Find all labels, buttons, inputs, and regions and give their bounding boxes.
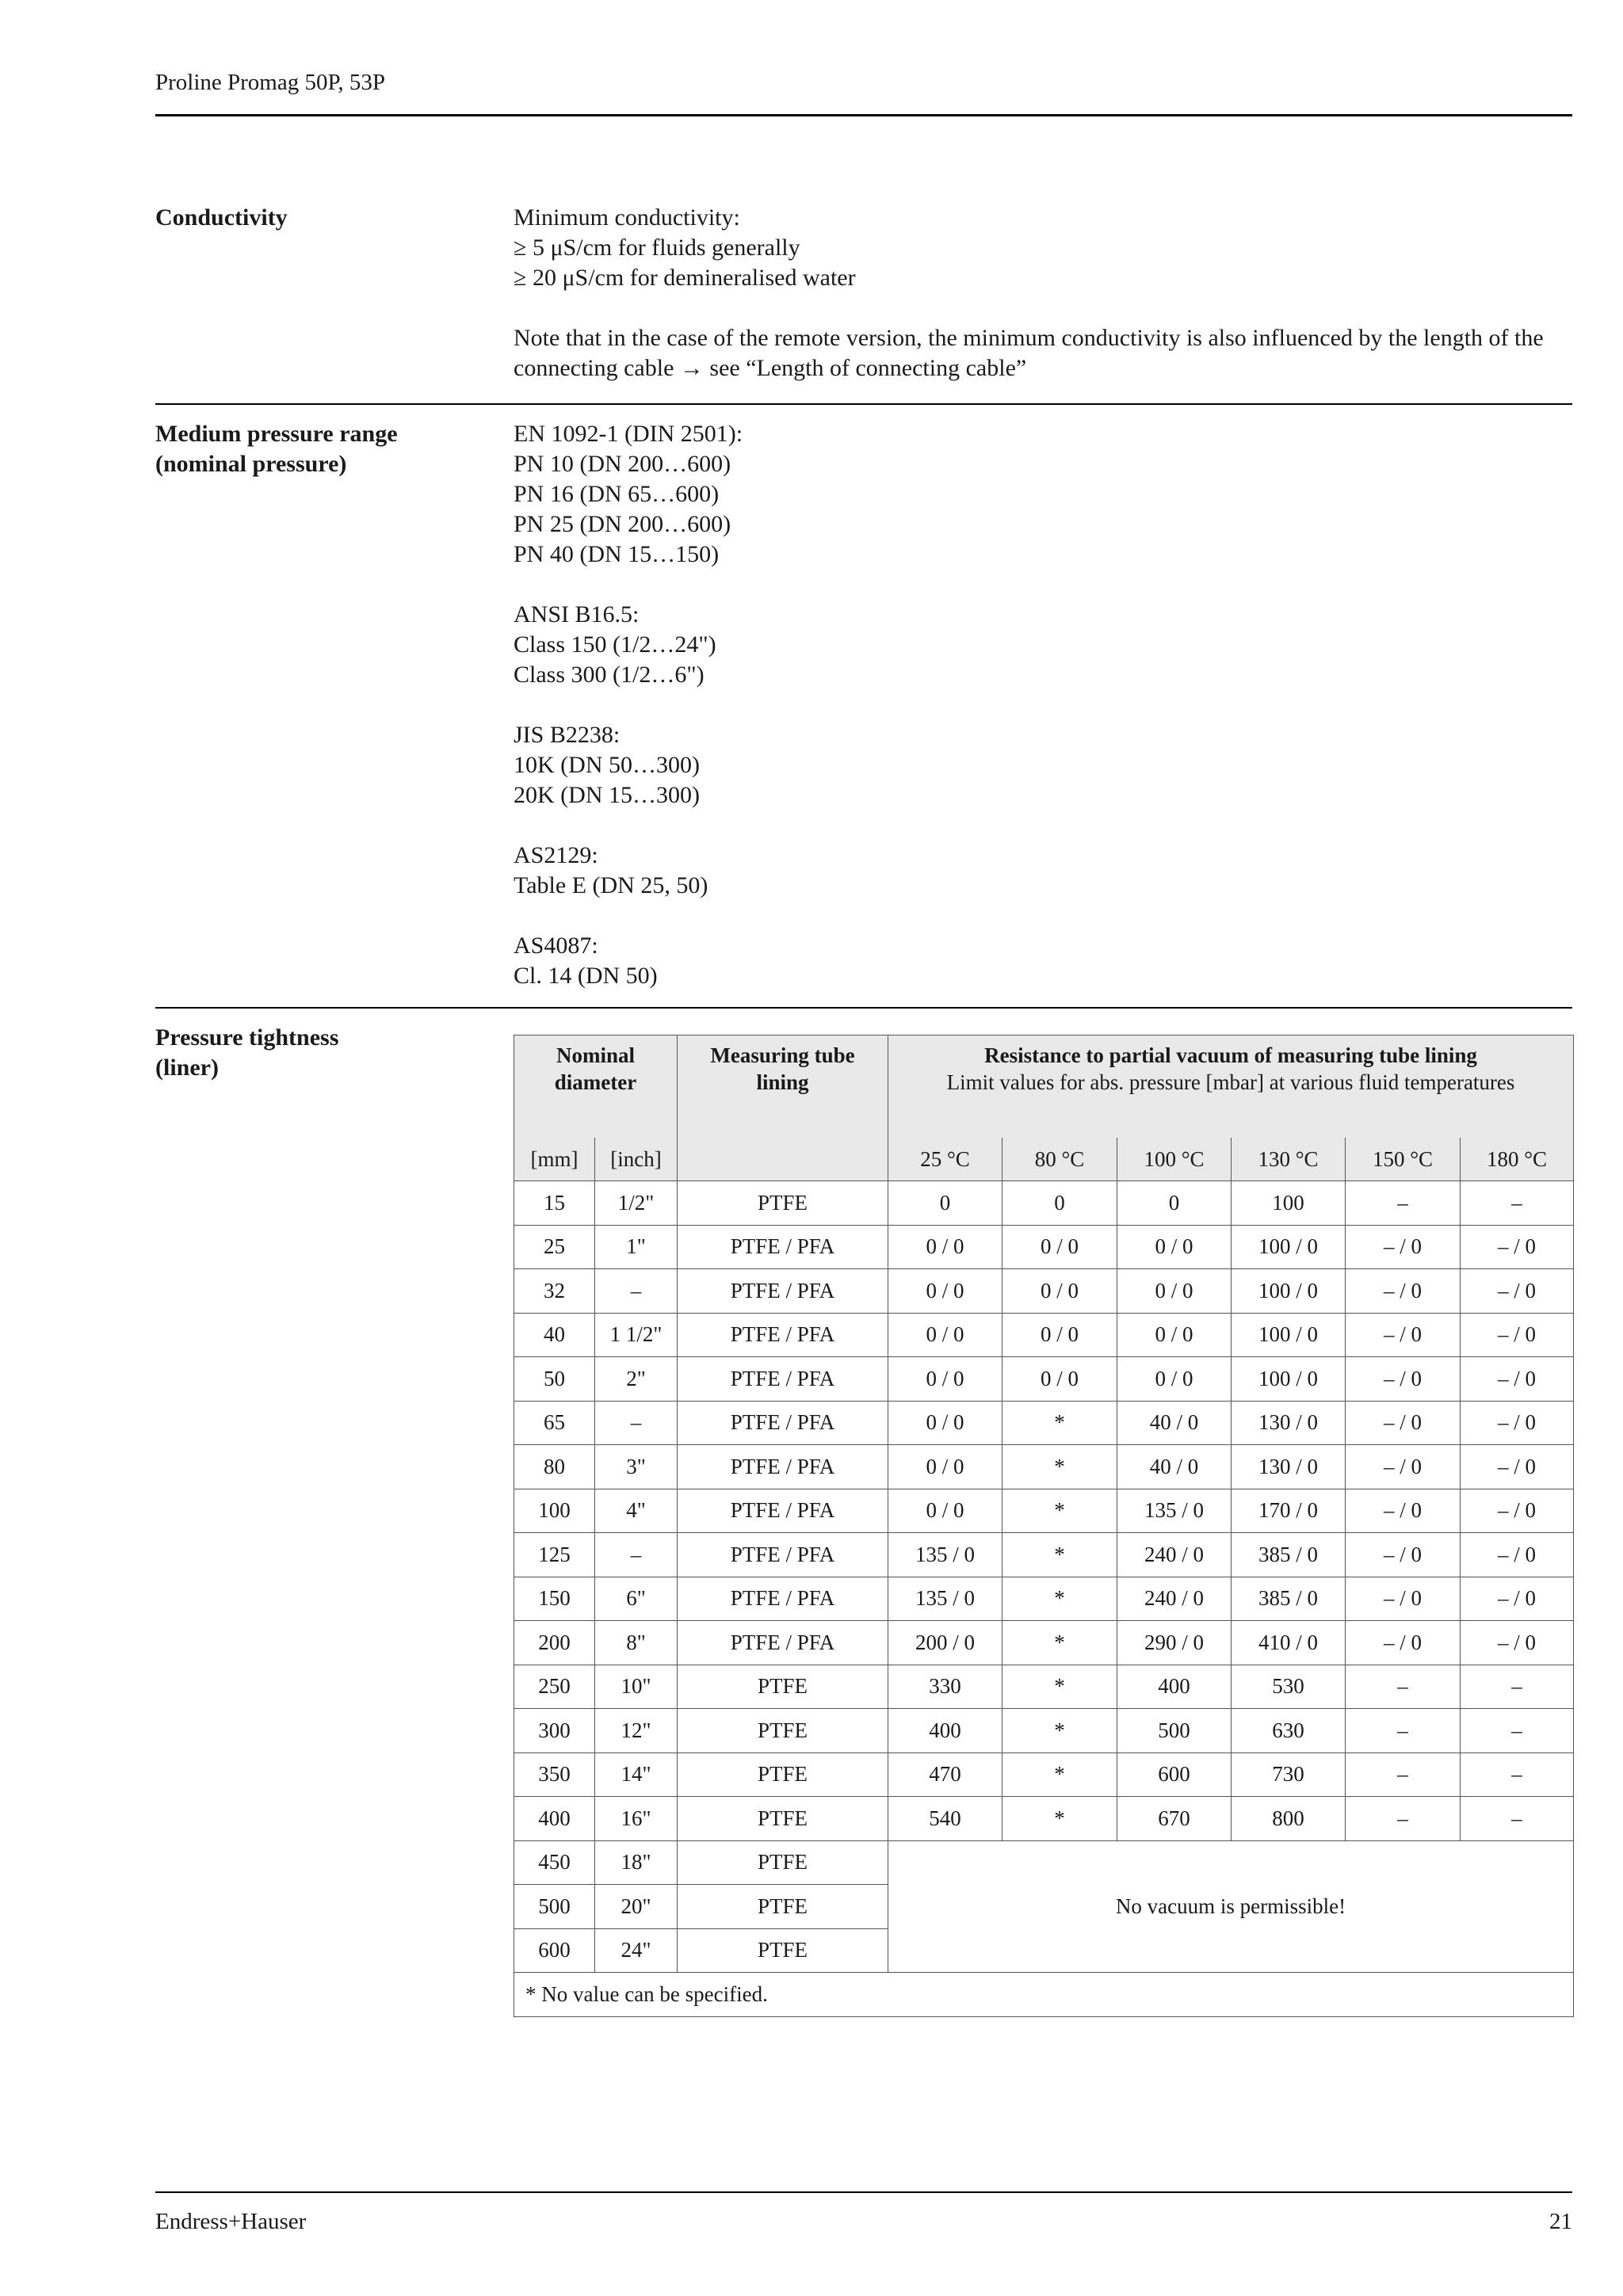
temp-header: 130 °C [1232, 1138, 1346, 1181]
standard-line: 10K (DN 50…300) [514, 752, 700, 778]
table-footnote: * No value can be specified. [514, 1973, 1574, 2017]
table-cell: PTFE [678, 1840, 888, 1885]
table-cell: 300 [514, 1709, 595, 1753]
header-lining [678, 1035, 888, 1181]
table-cell: 150 [514, 1577, 595, 1621]
table-cell: 100 / 0 [1232, 1225, 1346, 1269]
table-cell: * [1002, 1533, 1117, 1577]
table-cell: 10" [595, 1665, 678, 1709]
table-cell: * [1002, 1621, 1117, 1665]
table-cell: – / 0 [1346, 1225, 1461, 1269]
footer-rule [155, 2191, 1572, 2193]
table-cell: 100 / 0 [1232, 1313, 1346, 1357]
table-cell: 50 [514, 1357, 595, 1402]
standard-group-en1092 [514, 419, 1572, 570]
table-cell: 170 / 0 [1232, 1489, 1346, 1533]
standard-line: Cl. 14 (DN 50) [514, 963, 658, 989]
table-cell: PTFE / PFA [678, 1445, 888, 1489]
table-cell: 400 [888, 1709, 1002, 1753]
table-cell: 500 [514, 1885, 595, 1929]
standard-group-jis [514, 720, 1572, 810]
conductivity-line: ≥ 20 μS/cm for demineralised water [514, 265, 856, 291]
conductivity-label: Conductivity [155, 204, 288, 231]
table-cell: 290 / 0 [1117, 1621, 1232, 1665]
table-cell: 0 / 0 [1117, 1313, 1232, 1357]
standard-line: Table E (DN 25, 50) [514, 872, 708, 898]
header-text: Resistance to partial vacuum of measuring tube lining [984, 1043, 1477, 1067]
table-cell: PTFE [678, 1885, 888, 1929]
pressure-tightness-label-line: (liner) [155, 1055, 219, 1081]
table-cell: 1 1/2" [595, 1313, 678, 1357]
table-cell: 530 [1232, 1665, 1346, 1709]
table-cell: 0 / 0 [1117, 1225, 1232, 1269]
table-cell: 0 / 0 [1002, 1313, 1117, 1357]
table-cell: 16" [595, 1797, 678, 1841]
table-cell: 385 / 0 [1232, 1533, 1346, 1577]
table-cell: 385 / 0 [1232, 1577, 1346, 1621]
table-cell: 6" [595, 1577, 678, 1621]
table-cell: 0 / 0 [1002, 1225, 1117, 1269]
table-cell: – / 0 [1461, 1621, 1574, 1665]
table-cell: 40 / 0 [1117, 1445, 1232, 1489]
table-cell: – [595, 1401, 678, 1445]
table-cell: – / 0 [1346, 1533, 1461, 1577]
table-cell: PTFE / PFA [678, 1269, 888, 1314]
table-cell: 14" [595, 1753, 678, 1797]
table-cell: 600 [1117, 1753, 1232, 1797]
table-cell: – [1346, 1709, 1461, 1753]
table-cell: 12" [595, 1709, 678, 1753]
table-cell: 4" [595, 1489, 678, 1533]
table-row [514, 1401, 1574, 1445]
table-cell: * [1002, 1709, 1117, 1753]
table-cell: 0 / 0 [1002, 1269, 1117, 1314]
table-cell: 3" [595, 1445, 678, 1489]
table-cell: – / 0 [1461, 1533, 1574, 1577]
page-number: 21 [1549, 2209, 1572, 2234]
standard-line: AS2129: [514, 842, 598, 868]
table-cell: – [1461, 1665, 1574, 1709]
table-cell: – / 0 [1461, 1401, 1574, 1445]
table-row [514, 1533, 1574, 1577]
table-cell: 600 [514, 1928, 595, 1973]
table-row [514, 1753, 1574, 1797]
table-cell: – [1461, 1753, 1574, 1797]
table-cell: * [1002, 1577, 1117, 1621]
table-cell: PTFE / PFA [678, 1533, 888, 1577]
table-row [514, 1445, 1574, 1489]
table-cell: 0 / 0 [888, 1401, 1002, 1445]
table-cell: 32 [514, 1269, 595, 1314]
table-cell: – [1461, 1797, 1574, 1841]
table-cell: * [1002, 1401, 1117, 1445]
header-resistance [888, 1035, 1574, 1138]
table-row [514, 1577, 1574, 1621]
standard-line: Class 150 (1/2…24") [514, 631, 716, 658]
table-cell: – / 0 [1346, 1313, 1461, 1357]
table-row [514, 1797, 1574, 1841]
conductivity-note: Note that in the case of the remote version, the minimum conductivity is also influenced by the length of the connecting cable → see “Length of connecting cable” [514, 325, 1544, 381]
table-cell: 100 [1232, 1181, 1346, 1226]
table-cell: – / 0 [1346, 1357, 1461, 1402]
table-cell: PTFE [678, 1181, 888, 1226]
table-cell: – [1346, 1181, 1461, 1226]
table-cell: 100 / 0 [1232, 1269, 1346, 1314]
table-cell: – / 0 [1461, 1489, 1574, 1533]
table-cell: 0 [888, 1181, 1002, 1226]
table-cell: – / 0 [1461, 1313, 1574, 1357]
conductivity-line: ≥ 5 μS/cm for fluids generally [514, 235, 800, 261]
table-cell: 20" [595, 1885, 678, 1929]
unit-mm: [mm] [514, 1138, 595, 1181]
standard-line: EN 1092-1 (DIN 2501): [514, 421, 743, 447]
table-cell: 540 [888, 1797, 1002, 1841]
pressure-range-label-line: (nominal pressure) [155, 451, 347, 477]
header-subtext: Limit values for abs. pressure [mbar] at various fluid temperatures [946, 1070, 1515, 1094]
no-vacuum-note: No vacuum is permissible! [888, 1840, 1574, 1973]
table-cell: – / 0 [1346, 1445, 1461, 1489]
table-cell: – / 0 [1346, 1401, 1461, 1445]
table-cell: 0 / 0 [1002, 1357, 1117, 1402]
table-cell: 100 [514, 1489, 595, 1533]
table-cell: PTFE / PFA [678, 1621, 888, 1665]
table-cell: – / 0 [1461, 1357, 1574, 1402]
table-cell: – / 0 [1346, 1269, 1461, 1314]
table-cell: PTFE [678, 1753, 888, 1797]
standard-line: PN 10 (DN 200…600) [514, 451, 731, 477]
header-rule [155, 114, 1572, 116]
header-text: Nominal [556, 1043, 636, 1067]
standard-line: JIS B2238: [514, 722, 621, 748]
table-cell: 400 [1117, 1665, 1232, 1709]
table-row [514, 1489, 1574, 1533]
table-row [514, 1269, 1574, 1314]
standard-line: PN 25 (DN 200…600) [514, 511, 731, 537]
table-row [514, 1665, 1574, 1709]
table-cell: PTFE / PFA [678, 1577, 888, 1621]
section-divider [155, 1007, 1572, 1009]
document-header-title: Proline Promag 50P, 53P [155, 70, 386, 95]
standard-group-ansi [514, 600, 1572, 690]
table-cell: PTFE [678, 1709, 888, 1753]
table-cell: 240 / 0 [1117, 1577, 1232, 1621]
table-row [514, 1357, 1574, 1402]
table-cell: 135 / 0 [888, 1533, 1002, 1577]
table-cell: 0 / 0 [888, 1269, 1002, 1314]
pressure-range-content [514, 419, 1572, 991]
pressure-tightness-label [155, 1023, 488, 1083]
temp-header: 100 °C [1117, 1138, 1232, 1181]
table-cell: 0 / 0 [1117, 1357, 1232, 1402]
table-cell: – / 0 [1461, 1577, 1574, 1621]
table-cell: PTFE [678, 1928, 888, 1973]
table-cell: – / 0 [1346, 1621, 1461, 1665]
header-nominal-diameter [514, 1035, 678, 1138]
temp-header: 180 °C [1461, 1138, 1574, 1181]
table-cell: 0 / 0 [888, 1313, 1002, 1357]
table-cell: 200 [514, 1621, 595, 1665]
table-cell: 450 [514, 1840, 595, 1885]
table-cell: 135 / 0 [888, 1577, 1002, 1621]
table-cell: 0 / 0 [888, 1445, 1002, 1489]
table-cell: 1" [595, 1225, 678, 1269]
table-cell: 8" [595, 1621, 678, 1665]
table-cell: PTFE / PFA [678, 1401, 888, 1445]
table-cell: 330 [888, 1665, 1002, 1709]
conductivity-content [514, 203, 1572, 383]
table-cell: 470 [888, 1753, 1002, 1797]
pressure-range-label [155, 419, 488, 479]
table-cell: 24" [595, 1928, 678, 1973]
table-row [514, 1181, 1574, 1226]
table-cell: 18" [595, 1840, 678, 1885]
header-text: diameter [554, 1070, 637, 1094]
standard-group-as4087 [514, 931, 1572, 991]
table-row [514, 1225, 1574, 1269]
table-cell: * [1002, 1753, 1117, 1797]
table-row [514, 1840, 1574, 1885]
table-cell: 250 [514, 1665, 595, 1709]
table-cell: PTFE [678, 1665, 888, 1709]
table-cell: 100 / 0 [1232, 1357, 1346, 1402]
table-cell: * [1002, 1797, 1117, 1841]
table-cell: 65 [514, 1401, 595, 1445]
table-cell: 130 / 0 [1232, 1401, 1346, 1445]
table-cell: 80 [514, 1445, 595, 1489]
table-cell: 800 [1232, 1797, 1346, 1841]
unit-inch: [inch] [595, 1138, 678, 1181]
table-cell: 0 / 0 [1117, 1269, 1232, 1314]
table-row [514, 1621, 1574, 1665]
header-text: Measuring tube [710, 1043, 855, 1067]
standard-group-as2129 [514, 841, 1572, 901]
table-cell: PTFE / PFA [678, 1225, 888, 1269]
pressure-tightness-label-line: Pressure tightness [155, 1024, 339, 1051]
table-cell: * [1002, 1489, 1117, 1533]
table-cell: 0 / 0 [888, 1357, 1002, 1402]
table-cell: 0 [1002, 1181, 1117, 1226]
temp-header: 25 °C [888, 1138, 1002, 1181]
table-cell: – [1346, 1665, 1461, 1709]
table-cell: 40 [514, 1313, 595, 1357]
table-cell: PTFE / PFA [678, 1489, 888, 1533]
table-cell: – [1346, 1797, 1461, 1841]
table-cell: – [595, 1269, 678, 1314]
table-cell: 0 [1117, 1181, 1232, 1226]
section-divider [155, 403, 1572, 405]
table-cell: 125 [514, 1533, 595, 1577]
table-cell: * [1002, 1665, 1117, 1709]
table-row [514, 1709, 1574, 1753]
table-footnote-row [514, 1973, 1574, 2017]
temp-header: 80 °C [1002, 1138, 1117, 1181]
table-cell: 500 [1117, 1709, 1232, 1753]
table-body [514, 1181, 1574, 2017]
temp-header: 150 °C [1346, 1138, 1461, 1181]
table-cell: 25 [514, 1225, 595, 1269]
table-cell: 410 / 0 [1232, 1621, 1346, 1665]
table-cell: – / 0 [1461, 1225, 1574, 1269]
standard-line: 20K (DN 15…300) [514, 782, 700, 808]
table-cell: – / 0 [1461, 1269, 1574, 1314]
standard-line: Class 300 (1/2…6") [514, 662, 705, 688]
footer-brand: Endress+Hauser [155, 2209, 307, 2234]
table-row [514, 1313, 1574, 1357]
standard-line: ANSI B16.5: [514, 601, 640, 627]
table-cell: – / 0 [1461, 1445, 1574, 1489]
standard-line: AS4087: [514, 933, 598, 959]
pressure-tightness-table [514, 1035, 1574, 2017]
table-cell: – [1461, 1181, 1574, 1226]
table-cell: 0 / 0 [888, 1225, 1002, 1269]
table-cell: 350 [514, 1753, 595, 1797]
table-cell: 1/2" [595, 1181, 678, 1226]
table-cell: 2" [595, 1357, 678, 1402]
table-cell: 135 / 0 [1117, 1489, 1232, 1533]
table-cell: – / 0 [1346, 1577, 1461, 1621]
table-cell: – [1461, 1709, 1574, 1753]
table-cell: 730 [1232, 1753, 1346, 1797]
conductivity-line: Minimum conductivity: [514, 204, 740, 231]
pressure-range-label-line: Medium pressure range [155, 421, 398, 447]
table-cell: – [1346, 1753, 1461, 1797]
table-cell: 130 / 0 [1232, 1445, 1346, 1489]
table-cell: PTFE / PFA [678, 1357, 888, 1402]
table-cell: – / 0 [1346, 1489, 1461, 1533]
standard-line: PN 40 (DN 15…150) [514, 541, 720, 567]
table-cell: PTFE [678, 1797, 888, 1841]
table-cell: 630 [1232, 1709, 1346, 1753]
table-cell: * [1002, 1445, 1117, 1489]
table-cell: 15 [514, 1181, 595, 1226]
table-cell: 400 [514, 1797, 595, 1841]
table-cell: 670 [1117, 1797, 1232, 1841]
table-cell: 240 / 0 [1117, 1533, 1232, 1577]
table-cell: PTFE / PFA [678, 1313, 888, 1357]
standard-line: PN 16 (DN 65…600) [514, 481, 720, 507]
table-cell: 40 / 0 [1117, 1401, 1232, 1445]
table-cell: 200 / 0 [888, 1621, 1002, 1665]
table-cell: – [595, 1533, 678, 1577]
table-cell: 0 / 0 [888, 1489, 1002, 1533]
header-text: lining [756, 1070, 809, 1094]
